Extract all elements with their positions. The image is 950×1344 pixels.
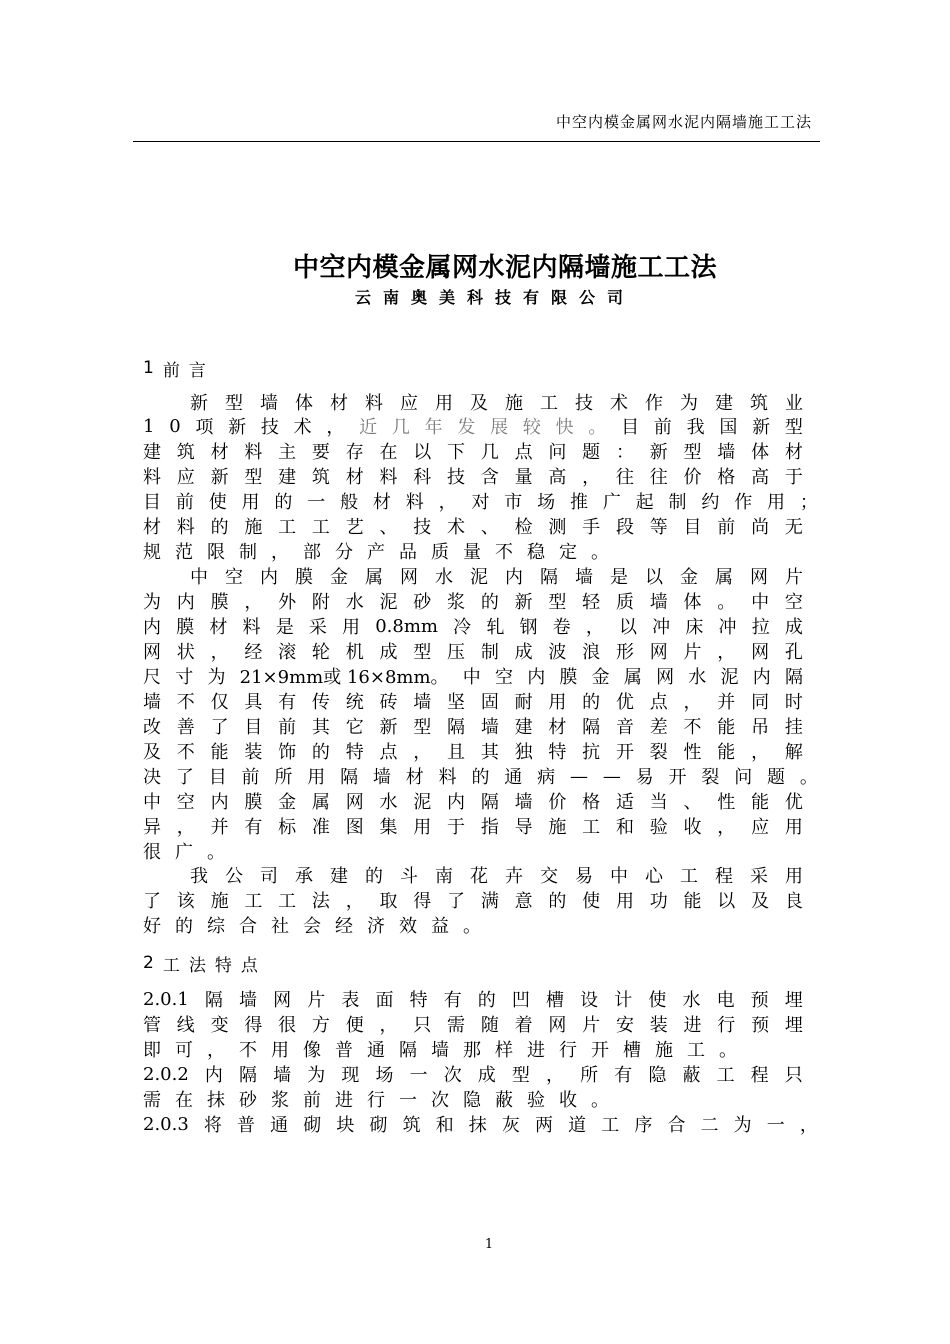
text-line: 即 可 ， 不 用 像 普 通 隔 墙 那 样 进 行 开 槽 施 工 。 [143,1040,737,1061]
page-number: 1 [484,1237,494,1252]
company-name: 云南奥美科技有限公司 [354,288,635,307]
text-line: 异 ， 并 有 标 准 图 集 用 于 指 导 施 工 和 验 收 ， 应 用 [143,817,803,838]
text-line: 好 的 综 合 社 会 经 济 效 益 。 [143,916,481,937]
section-heading-features: 2 工 法 特 点 [143,953,258,976]
text-line: 改 善 了 目 前 其 它 新 型 隔 墙 建 材 隔 音 差 不 能 吊 挂 [143,717,803,738]
text-line: 中 空 内 膜 金 属 网 水 泥 内 隔 墙 是 以 金 属 网 片 [190,567,803,588]
text-line: 中 空 内 膜 金 属 网 水 泥 内 隔 墙 价 格 适 当 、 性 能 优 [143,792,803,813]
text-line: 需 在 抹 砂 浆 前 进 行 一 次 隐 蔽 验 收 。 [143,1090,609,1111]
text-line: 为 内 膜 ， 外 附 水 泥 砂 浆 的 新 型 轻 质 墙 体 。 中 空 [143,592,803,613]
text-line: 决 了 目 前 所 用 隔 墙 材 料 的 通 病 — — 易 开 裂 问 题 。 [143,765,818,788]
text-line: 网 状 ， 经 滚 轮 机 成 型 压 制 成 波 浪 形 网 片 ， 网 孔 [143,642,803,663]
text-line: 2.0.3 将 普 通 砌 块 砌 筑 和 抹 灰 两 道 工 序 合 二 为 一 ， [143,1113,818,1136]
text-line: 墙 不 仅 具 有 传 统 砖 墙 坚 固 耐 用 的 优 点 ， 并 同 时 [143,692,803,713]
text-line: 2.0.1 隔 墙 网 片 表 面 特 有 的 凹 槽 设 计 使 水 电 预 埋 [143,988,803,1011]
text-line: 我 公 司 承 建 的 斗 南 花 卉 交 易 中 心 工 程 采 用 [190,866,803,887]
text-line: 料 应 新 型 建 筑 材 料 科 技 含 量 高 ， 往 往 价 格 高 于 [143,467,803,488]
text-line: 很 广 。 [143,842,225,863]
text-line: 规 范 限 制 ， 部 分 产 品 质 量 不 稳 定 。 [143,542,609,563]
document-title: 中空内模金属网水泥内隔墙施工工法 [292,253,717,283]
text-line: 内 膜 材 料 是 采 用 0.8mm 冷 轧 钢 卷 ， 以 冲 床 冲 拉 成 [143,615,803,638]
text-line: 建 筑 材 料 主 要 存 在 以 下 几 点 问 题 ： 新 型 墙 体 材 [143,442,803,463]
text-line: 管 线 变 得 很 方 便 ， 只 需 随 着 网 片 安 装 进 行 预 埋 [143,1015,803,1036]
text-line: 2.0.2 内 隔 墙 为 现 场 一 次 成 型 ， 所 有 隐 蔽 工 程 只 [143,1063,803,1086]
text-line: 新 型 墙 体 材 料 应 用 及 施 工 技 术 作 为 建 筑 业 [190,393,803,414]
section-heading-preface: 1 前 言 [143,358,206,381]
text-line: 了 该 施 工 工 法 ， 取 得 了 满 意 的 使 用 功 能 以 及 良 [143,891,803,912]
text-line: 1 0 项 新 技 术 ， 近 几 年 发 展 较 快 。 目 前 我 国 新 型 [143,415,803,438]
text-line: 及 不 能 装 饰 的 特 点 ， 且 其 独 特 抗 开 裂 性 能 ， 解 [143,742,803,763]
running-header: 中空内模金属网水泥内隔墙施工工法 [555,113,812,131]
text-line: 尺 寸 为 21×9mm或 16×8mm。 中 空 内 膜 金 属 网 水 泥 内 隔 [143,667,803,688]
text-line: 目 前 使 用 的 一 般 材 料 ， 对 市 场 推 广 起 制 约 作 用 ； [143,492,818,513]
text-line: 材 料 的 施 工 工 艺 、 技 术 、 检 测 手 段 等 目 前 尚 无 [143,517,803,538]
header-rule [133,141,820,142]
